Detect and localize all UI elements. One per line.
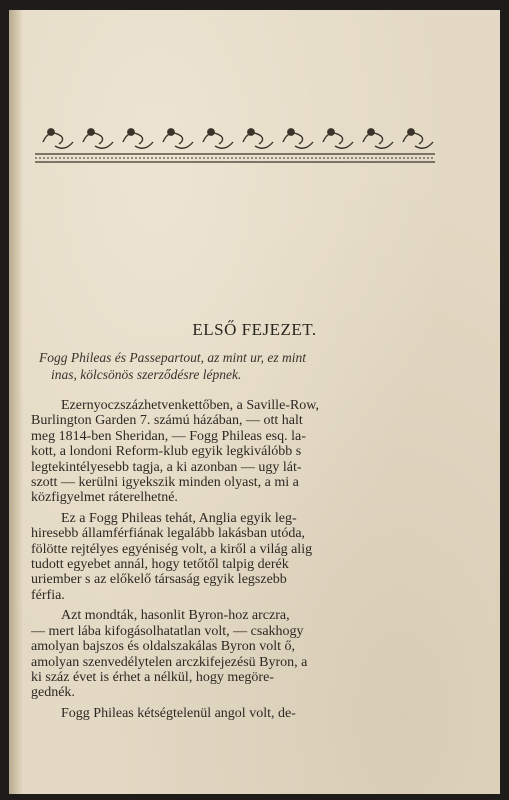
text-line: Ezernyoczszázhetvenkettőben, a Saville-Row, — [61, 398, 319, 413]
ornament-motif-3 — [123, 129, 153, 148]
text-line: legtekintélyesebb tagja, a ki azonban — ugy lát- — [31, 459, 302, 475]
summary-line: Fogg Phileas és Passepartout, az mint ur, ez mint — [39, 350, 306, 365]
ornament-motif-10 — [403, 129, 433, 148]
text-line: férfia. — [31, 587, 65, 603]
ornament-motif-1 — [43, 129, 73, 148]
text-line: közfigyelmet ráterelhetné. — [31, 490, 178, 506]
text-line: hiresebb államférfiának legalább lakásban utóda, — [31, 526, 306, 542]
text-line: Ez a Fogg Phileas tehát, Anglia egyik leg- — [61, 510, 297, 526]
text-line: amolyan bajszos és oldalszakálas Byron volt ő, — [31, 639, 295, 655]
text-line: fölötte rejtélyes egyéniség volt, a kiről a világ alig — [31, 541, 313, 557]
paragraph — [31, 398, 435, 506]
text-line: szott — kerülni igyekszik minden olyast, a mi a — [31, 475, 299, 491]
text-line: tudott egyebet annál, hogy tetőtől talpig derék — [31, 557, 289, 573]
chapter-title: ELSŐ FEJEZET. — [192, 320, 317, 339]
ornament-motif-6 — [243, 129, 273, 148]
summary-line: inas, kölcsönös szerződésre lépnek. — [51, 367, 242, 382]
ornament-motif-5 — [203, 129, 233, 148]
ornament-motif-8 — [323, 129, 353, 148]
text-line: Azt mondták, hasonlit Byron-hoz arczra, — [61, 608, 290, 624]
paragraph — [31, 706, 435, 721]
decorative-header-ornament — [35, 118, 435, 170]
book-page — [9, 10, 500, 794]
ornament-motif-4 — [163, 129, 193, 148]
ornament-motif-2 — [83, 129, 113, 148]
text-line: gednék. — [31, 685, 75, 701]
paragraph — [31, 511, 435, 603]
ornament-motif-9 — [363, 129, 393, 148]
text-line: uriember s az előkelő társaság egyik legszebb — [31, 572, 287, 588]
text-line: amolyan szenvedélytelen arczkifejezésü Byron, a — [31, 654, 308, 670]
text-line: ki száz évet is érhet a nélkül, hogy megöre- — [31, 669, 274, 685]
ornament-motif-7 — [283, 129, 313, 148]
page-binding-shadow — [9, 10, 23, 794]
chapter-summary — [39, 349, 434, 383]
chapter-body — [31, 398, 435, 721]
text-line: kott, a londoni Reform-klub egyik legkiválóbb s — [31, 444, 302, 460]
text-line: meg 1814-ben Sheridan, — Fogg Phileas esq. la- — [31, 428, 306, 444]
text-line: — mert lába kifogásolhatatlan volt, — csakhogy — [31, 623, 304, 639]
text-line: Fogg Phileas kétségtelenül angol volt, de- — [61, 705, 296, 721]
paragraph — [31, 608, 435, 700]
text-line: Burlington Garden 7. számú házában, — ott halt — [31, 413, 303, 429]
